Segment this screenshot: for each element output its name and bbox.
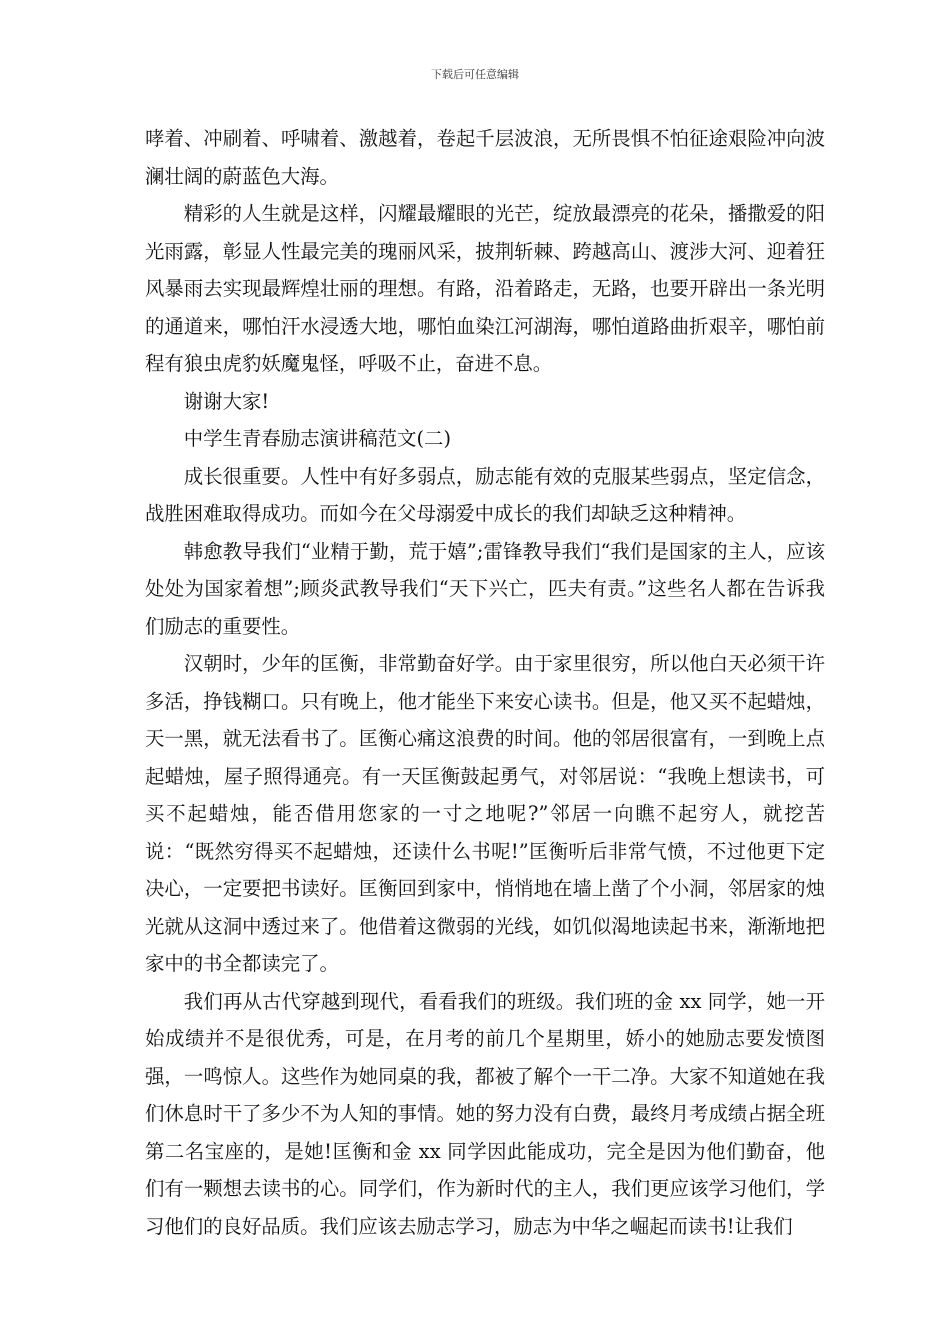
paragraph: 我们再从古代穿越到现代，看看我们的班级。我们班的金 xx 同学，她一开始成绩并不是很优秀，可是，在月考的前几个星期里，娇小的她励志要发愤图强，一鸣惊人。这些作为她同桌的我，都被了解个一干二净。大家不知道她在我们休息时干了多少不为人知的事情。她的努力没有白费，最终月考成绩占据全班第二名宝座的，是她!匡衡和金 xx 同学因此能成功，完全是因为他们勤奋，他们有一颗想去读书的心。同学们，作为新时代的主人，我们更应该学习他们，学习他们的良好品质。我们应该去励志学习，励志为中华之崛起而读书!让我们 xyxy=(145,989,825,1238)
paragraph: 精彩的人生就是这样，闪耀最耀眼的光芒，绽放最漂亮的花朵，播撒爱的阳光雨露，彰显人性最完美的瑰丽风采，披荆斩棘、跨越高山、渡涉大河、迎着狂风暴雨去实现最辉煌壮丽的理想。有路，沿着路走，无路，也要开辟出一条光明的通道来，哪怕汗水浸透大地，哪怕血染江河湖海，哪怕道路曲折艰辛，哪怕前程有狼虫虎豹妖魔鬼怪，呼吸不止，奋进不息。 xyxy=(145,202,825,375)
paragraph: 哮着、冲刷着、呼啸着、激越着，卷起千层波浪，无所畏惧不怕征途艰险冲向波澜壮阔的蔚蓝色大海。 xyxy=(145,127,825,188)
section-title: 中学生青春励志演讲稿范文(二) xyxy=(183,427,452,450)
document-body xyxy=(145,120,825,1245)
closing-line: 谢谢大家! xyxy=(183,389,270,413)
paragraph: 汉朝时，少年的匡衡，非常勤奋好学。由于家里很穷，所以他白天必须干许多活，挣钱糊口。只有晚上，他才能坐下来安心读书。但是，他又买不起蜡烛，天一黑，就无法看书了。匡衡心痛这浪费的时间。他的邻居很富有，一到晚上点起蜡烛，屋子照得通亮。有一天匡衡鼓起勇气，对邻居说：“我晚上想读书，可买不起蜡烛，能否借用您家的一寸之地呢?”邻居一向瞧不起穷人，就挖苦说：“既然穷得买不起蜡烛，还读什么书呢!”匡衡听后非常气愤，不过他更下定决心，一定要把书读好。匡衡回到家中，悄悄地在墙上凿了个小洞，邻居家的烛光就从这洞中透过来了。他借着这微弱的光线，如饥似渴地读起书来，渐渐地把家中的书全都读完了。 xyxy=(145,652,825,975)
paragraph: 成长很重要。人性中有好多弱点，励志能有效的克服某些弱点，坚定信念，战胜困难取得成功。而如今在父母溺爱中成长的我们却缺乏这种精神。 xyxy=(145,464,825,525)
page-header: 下载后可任意编辑 xyxy=(431,68,519,81)
paragraph: 韩愈教导我们“业精于勤，荒于嬉”;雷锋教导我们“我们是国家的主人，应该处处为国家着想”;顾炎武教导我们“天下兴亡，匹夫有责。”这些名人都在告诉我们励志的重要性。 xyxy=(145,539,825,638)
